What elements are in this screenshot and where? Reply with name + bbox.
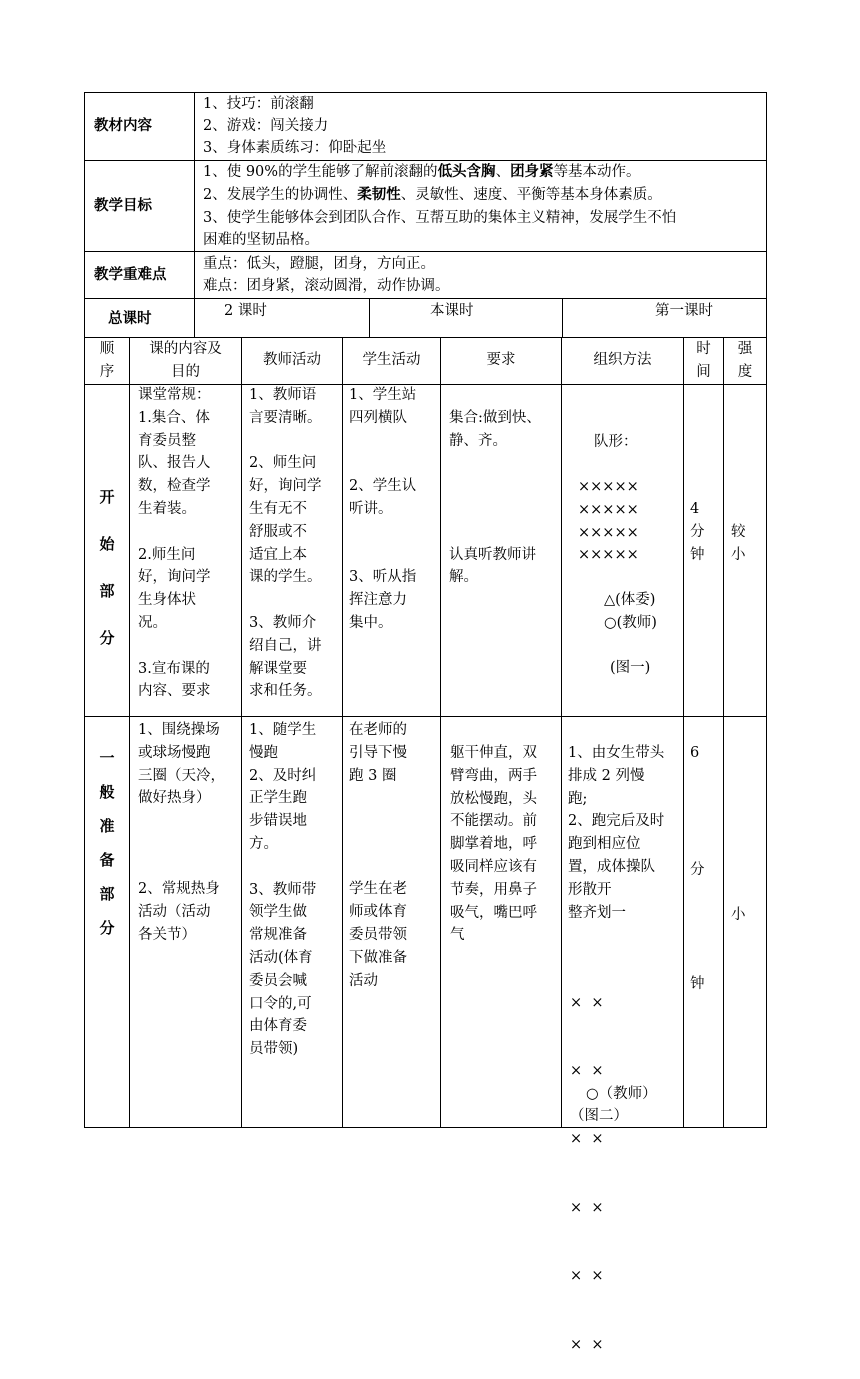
part1-intensity: 较 小 (731, 524, 746, 563)
goal-2: 2、发展学生的协调性、柔韧性、灵敏性、速度、平衡等基本身体素质。 (203, 186, 662, 203)
part1-leader-mark: △(体委) (604, 592, 656, 608)
key-point: 重点：低头，蹬腿，团身，方向正。 (203, 256, 435, 272)
part2-time-number: 6 (690, 745, 700, 761)
goal-3-line-2: 困难的坚韧品格。 (203, 232, 319, 248)
header-student: 学生活动 (362, 352, 421, 368)
total-hours-value: 2 课时 (224, 303, 267, 319)
header-content: 课的内容及 目的 (149, 341, 222, 380)
part1-formation: ××××× ××××× ××××× ××××× (578, 479, 639, 564)
part2-intensity: 小 (731, 907, 746, 923)
part1-teacher-activity: 1、教师语 言要清晰。 2、师生问 好，询问学 生有无不 舒服或不 适宜上本 课的学生。 3、教师介 绍自己，讲 解课堂要 求和任务。 (249, 387, 322, 700)
part2-requirement: 躯干伸直，双 臂弯曲，两手 放松慢跑，头 不能摆动。前 脚掌着地，呼 吸同样应该有 节奏，用鼻子 吸气，嘴巴呼 气 (450, 745, 537, 944)
material-item-1: 1、技巧：前滚翻 (203, 96, 314, 112)
part1-teacher-mark: ○(教师) (604, 615, 657, 631)
part1-name: 开 始 部 分 (99, 488, 115, 647)
header-order: 顺 序 (99, 341, 115, 380)
part2-method: 1、由女生带头 排成 2 列慢 跑; 2、跑完后及时 跑到相应位 置，成体操队 形散开 整齐划一 (568, 745, 665, 921)
part2-time-unit-1: 分 (690, 862, 705, 878)
part2-teacher-mark: ○（教师） (586, 1086, 657, 1102)
part2-name: 一 般 准 备 部 分 (99, 749, 115, 937)
header-teacher: 教师活动 (263, 352, 321, 368)
part2-content: 1、围绕操场 或球场慢跑 三圈（天冷， 做好热身） 2、常规热身 活动（活动 各关节） (138, 722, 225, 943)
part1-time: 4 分 钟 (690, 501, 705, 563)
difficult-point: 难点：团身紧，滚动圆滑，动作协调。 (203, 278, 450, 294)
materials-label: 教材内容 (94, 118, 152, 134)
header-intensity: 强 度 (737, 341, 753, 380)
keypoints-label: 教学重难点 (94, 267, 167, 283)
goals-label: 教学目标 (94, 198, 152, 214)
part1-requirement: 集合:做到快、 静、齐。 认真听教师讲 解。 (449, 410, 541, 586)
material-item-2: 2、游戏：闯关接力 (203, 118, 329, 134)
part1-student-activity: 1、学生站 四列横队 2、学生认 听讲。 3、听从指 挥注意力 集中。 (349, 387, 417, 631)
part2-time-unit-2: 钟 (690, 976, 705, 992)
part2-figure-caption: （图二） (570, 1108, 628, 1124)
part1-figure-caption: (图一) (610, 660, 651, 676)
part2-formation: × × × × × × × × × × × × (570, 994, 604, 1353)
total-hours-label: 总课时 (108, 311, 152, 327)
material-item-3: 3、身体素质练习：仰卧起坐 (203, 140, 387, 156)
this-lesson-value: 第一课时 (655, 303, 713, 319)
part2-teacher-activity: 1、随学生 慢跑 2、及时纠 正学生跑 步错误地 方。 3、教师带 领学生做 常规准备 活动(体育 委员会喊 口令的,可 由体育委 员带领) (249, 722, 317, 1058)
goal-1: 1、使 90%的学生能够了解前滚翻的低头含胸、团身紧等基本动作。 (203, 163, 641, 180)
part1-content: 课堂常规： 1.集合、体 育委员整 队、报告人 数，检查学 生着装。 2.师生问 好，询问学 生身体状 况。 3.宣布课的 内容、要求 (138, 387, 211, 700)
this-lesson-label: 本课时 (430, 303, 474, 319)
goal-3-line-1: 3、使学生能够体会到团队合作、互帮互助的集体主义精神，发展学生不怕 (203, 210, 677, 226)
part1-method-title: 队形： (594, 434, 638, 450)
part2-student-activity: 在老师的 引导下慢 跑 3 圈 学生在老 师或体育 委员带领 下做准备 活动 (349, 722, 407, 989)
header-time: 时 间 (696, 341, 711, 380)
header-requirement: 要求 (486, 352, 516, 368)
header-method: 组织方法 (593, 352, 652, 368)
